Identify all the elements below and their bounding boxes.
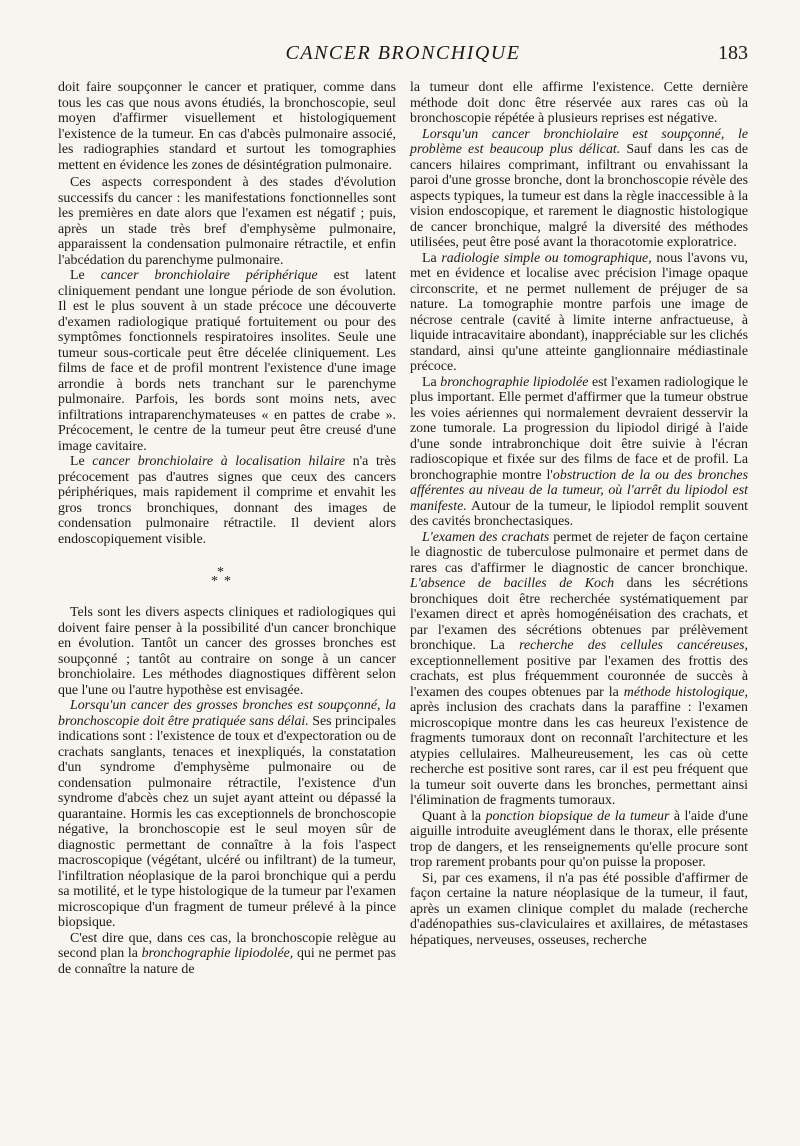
text-fragment: permet de rejeter de façon certaine le diagnostic de tuberculose pulmonaire et permet dans de rares cas d'affirmer le diagnostic de cancer bronchique. bbox=[410, 529, 748, 576]
text-fragment: La bbox=[422, 250, 442, 266]
text-fragment: Le bbox=[70, 268, 101, 283]
text-fragment: Si, par ces examens, il n'a pas été possible d'affirmer de façon certaine la nature néoplasique de la tumeur, il faut, après un examen clinique complet du malade (recherche d'adénopathies sus-claviculaires et axillaires, de métastases hépatiques, nerveuses, osseuses, recherche bbox=[410, 870, 748, 948]
text-fragment: Ses principales indications sont : l'existence de toux et d'expectoration ou de crachats sanglants, tenaces et inexpliqués, la constatation d'un syndrome d'emphysème pulmonaire ou de condensation pulmonaire rétractile, l'existence d'un syndrome d'abcès chez un sujet ayant atteint ou dépassé la quarantaine. Hormis les cas exceptionnels de bronchoscopie négative, la bronchoscopie est le seul moyen sûr de diagnostic permettant de connaître à la fois l'aspect macroscopique (végétant, ulcéré ou infiltrant) de la tumeur, l'infiltration néoplasique de la paroi bronchique qui a perdu sa motilité, et le type histologique de la tumeur par l'examen microscopique d'un fragment de tumeur prélevé à la pince biopsique. bbox=[58, 713, 396, 930]
italic-text: Lorsqu'un cancer des grosses bronches est soupçonné, la bronchoscopie doit être pratiquée sans délai. bbox=[58, 698, 396, 729]
text-fragment: doit faire soupçonner le cancer et pratiquer, comme dans tous les cas que nous avons étudiés, la bronchoscopie, seul moyen d'affirmer visuellement et histologiquement l'existence de la tumeur. En cas d'abcès pulmonaire associé, les radiographies standard et surtout les tomographies mettent en évidence les zones de désintégration pulmonaire. bbox=[58, 80, 396, 173]
paragraph bbox=[58, 605, 396, 698]
italic-text: méthode histologique, bbox=[623, 684, 748, 700]
italic-text: bronchographie lipiodolée bbox=[440, 374, 589, 390]
right-column bbox=[410, 80, 748, 948]
italic-text: ponction biopsique de la tumeur bbox=[485, 808, 670, 824]
italic-text: cancer bronchiolaire à localisation hilaire bbox=[92, 454, 346, 469]
text-fragment: la tumeur dont elle affirme l'existence. Cette dernière méthode doit donc être réservée aux rares cas où la bronchoscopie répétée à plusieurs reprises est négative. bbox=[410, 80, 748, 126]
text-fragment: Le bbox=[70, 454, 93, 469]
text-fragment: nous l'avons vu, met en évidence et localise avec précision l'image opaque circonscrite, et ne permet nullement de préjuger de sa nature. La tomographie montre parfois une image de nécrose centrale (cavité à limite interne anfractueuse, à liquide intracavitaire abondant), inappréciable sur les clichés standard, ainsi qu'une atteinte ganglionnaire médiastinale précoce. bbox=[410, 250, 749, 374]
text-fragment: qui ne permet pas de connaître la nature de bbox=[58, 946, 396, 977]
text-fragment: après inclusion des crachats dans la paraffine : l'examen microscopique montre dans les cas heureux l'existence de fragments tumoraux dont on reconnaît l'architecture et les atypies cellulaires. Malheureusement, les cas où cette recherche est positive sont rares, car il est peu fréquent que la tumeur soit ouverte dans les bronches, permettant ainsi l'élimination de fragments tumoraux. bbox=[410, 700, 748, 808]
text-fragment: à l'aide d'une aiguille introduite aveuglément dans le thorax, elle présente trop de dangers, et les renseignements qu'elle procure sont trop rarement probants pour qu'on puisse la proposer. bbox=[410, 808, 748, 870]
text-fragment: est l'examen radiologique le plus important. Elle permet d'affirmer que la tumeur obstrue les voies aériennes qui normalement devraient desservir la zone tumorale. La progression du lipiodol dirigé à l'aide d'une sonde intrabronchique doit être suivie à l'écran radioscopique et fixée sur des films de face et de profil. La bronchographie montre l' bbox=[410, 374, 748, 483]
italic-text: Lorsqu'un cancer bronchiolaire est soupçonné, le problème est beaucoup plus délicat. bbox=[410, 126, 748, 157]
section-break-asterism bbox=[58, 565, 396, 591]
italic-text: L'examen des crachats bbox=[422, 529, 550, 545]
running-title: CANCER BRONCHIQUE bbox=[285, 42, 521, 64]
paragraph bbox=[410, 809, 748, 871]
italic-text: obstruction de la ou des bronches afférentes au niveau de la tumeur, où l'arrêt du lipiodol est manifeste. bbox=[410, 467, 749, 514]
paragraph bbox=[410, 530, 748, 809]
paragraph bbox=[410, 871, 748, 949]
text-fragment: C'est dire que, dans ces cas, la bronchoscopie relègue au second plan la bbox=[58, 930, 396, 961]
paragraph bbox=[58, 80, 396, 173]
paragraph bbox=[58, 175, 396, 268]
text-fragment: Tels sont les divers aspects cliniques et radiologiques qui doivent faire penser à la possibilité d'un cancer bronchique en évolution. Tantôt un cancer des grosses bronches est soupçonné ; tantôt au contraire on songe à un cancer bronchiolaire. Les méthodes diagnostiques diffèrent selon que l'une ou l'autre hypothèse est envisagée. bbox=[58, 605, 396, 698]
page-number: 183 bbox=[718, 42, 748, 64]
text-fragment: Quant à la bbox=[422, 808, 486, 824]
italic-text: radiologie simple ou tomographique, bbox=[441, 250, 652, 266]
italic-text: bronchographie lipiodolée, bbox=[141, 946, 294, 961]
text-fragment: Sauf dans les cas de cancers hilaires comprimant, infiltrant ou envahissant la paroi d'une grosse bronche, dont la bronchoscopie révèle des aspects typiques, la tumeur est dans la règle inaccessible à la vision endoscopique, et rarement le diagnostic histologique de cancer bronchique, malgré la diversité des méthodes utilisées, peut être posé avant la thoracotomie exploratrice. bbox=[410, 142, 748, 250]
text-fragment: dans les sécrétions bronchiques doit être recherchée systématiquement par l'examen direct et après homogénéisation des crachats, et par l'examen des sécrétions obtenues par prélèvement bronchique. La bbox=[410, 576, 748, 653]
paragraph bbox=[58, 268, 396, 454]
italic-text: cancer bronchiolaire périphérique bbox=[100, 268, 318, 283]
italic-text: L'absence de bacilles de Koch bbox=[410, 576, 615, 591]
paragraph bbox=[410, 80, 748, 127]
text-fragment: * bbox=[217, 565, 224, 580]
text-fragment: * bbox=[211, 574, 218, 589]
paragraph bbox=[410, 375, 748, 530]
paragraph bbox=[410, 251, 748, 375]
text-fragment: est latent cliniquement pendant une longue période de son évolution. Il est le plus souvent à un stade précoce une découverte d'examen radiologique pratiqué fortuitement ou pour des symptômes fonctionnels respiratoires insolites. Seule une tumeur sous-corticale peut être décelée cliniquement. Les films de face et de profil montrent l'existence d'une image arrondie à bords nets tranchant sur le parenchyme pulmonaire. Parfois, les bords sont moins nets, avec infiltrations intraparenchymateuses « en pattes de crabe ». Précocement, le centre de la tumeur peut être creusé d'une image cavitaire. bbox=[58, 268, 396, 454]
text-fragment: Ces aspects correspondent à des stades d'évolution successifs du cancer : les manifestations fonctionnelles sont les premières en date alors que l'examen est négatif ; puis, après un stade très bref d'emphysème pulmonaire, apparaissent la condensation pulmonaire rétractile, et enfin l'abcédation du parenchyme pulmonaire. bbox=[58, 175, 396, 268]
paragraph bbox=[58, 698, 396, 931]
italic-text: recherche des cellules cancéreuses, bbox=[519, 638, 748, 653]
text-fragment: n'a très précocement pas d'autres signes que ceux des cancers périphériques, mais rapidement il comprime et envahit les gros troncs bronchiques, donnant des images de condensation pulmonaire rétractile. Il devient alors endoscopiquement visible. bbox=[58, 454, 397, 547]
page-header bbox=[58, 40, 748, 70]
left-column bbox=[58, 80, 396, 977]
text-fragment: La bbox=[422, 374, 441, 390]
text-fragment: * bbox=[224, 574, 231, 589]
paragraph bbox=[58, 454, 396, 547]
text-fragment: Autour de la tumeur, le lipiodol remplit souvent des cavités bronchectasiques. bbox=[410, 498, 748, 529]
paragraph bbox=[58, 931, 396, 978]
paragraph bbox=[410, 127, 748, 251]
text-fragment: exceptionnellement positive par l'examen des frottis des crachats, est plus fréquemment couronnée de succès à l'examen des coupes obtenues par la bbox=[410, 653, 748, 700]
